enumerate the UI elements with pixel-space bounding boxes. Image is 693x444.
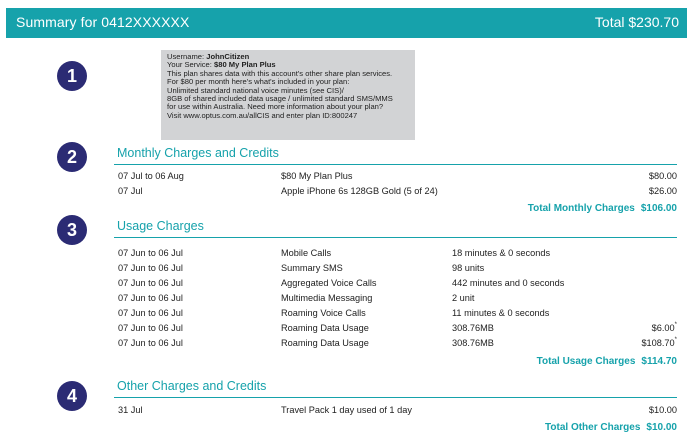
charge-quantity: 2 unit bbox=[452, 293, 475, 303]
monthly-total-label: Total Monthly Charges bbox=[527, 203, 635, 214]
table-row bbox=[118, 278, 677, 292]
table-row bbox=[118, 248, 677, 262]
charge-description: Mobile Calls bbox=[281, 248, 332, 258]
table-row bbox=[118, 293, 677, 307]
other-total bbox=[545, 422, 677, 433]
summary-header bbox=[6, 8, 687, 38]
charge-amount: $10.00 bbox=[648, 405, 677, 415]
charge-amount: $26.00 bbox=[648, 186, 677, 196]
footnote-mark: * bbox=[674, 337, 677, 343]
table-row bbox=[118, 186, 677, 200]
table-row bbox=[118, 263, 677, 277]
other-section-title: Other Charges and Credits bbox=[117, 379, 267, 393]
plan-info-line: Unlimited standard national voice minutes (see CIS)/ bbox=[167, 85, 344, 95]
charge-quantity: 308.76MB bbox=[452, 338, 494, 348]
step-badge-1: 1 bbox=[57, 61, 87, 91]
monthly-total bbox=[528, 203, 677, 214]
charge-description: Apple iPhone 6s 128GB Gold (5 of 24) bbox=[281, 186, 438, 196]
usage-total bbox=[537, 356, 677, 367]
charge-amount-value: $108.70 bbox=[641, 338, 675, 348]
summary-title: Summary for 0412XXXXXX bbox=[16, 14, 190, 30]
charge-description: Travel Pack 1 day used of 1 day bbox=[281, 405, 412, 415]
charge-date: 07 Jun to 06 Jul bbox=[118, 338, 183, 348]
charge-date: 07 Jul bbox=[118, 186, 143, 196]
step-badge-2: 2 bbox=[57, 142, 87, 172]
table-row bbox=[118, 308, 677, 322]
charge-amount bbox=[652, 323, 677, 333]
usage-divider bbox=[114, 237, 677, 238]
charge-date: 07 Jun to 06 Jul bbox=[118, 308, 183, 318]
charge-description: Aggregated Voice Calls bbox=[281, 278, 377, 288]
plan-info-line: For $80 per month here's what's included in your plan: bbox=[167, 77, 350, 87]
other-total-label: Total Other Charges bbox=[545, 422, 641, 433]
charge-quantity: 18 minutes & 0 seconds bbox=[452, 248, 551, 258]
plan-info-box bbox=[161, 50, 415, 140]
summary-total: Total $230.70 bbox=[594, 14, 679, 30]
monthly-section-title: Monthly Charges and Credits bbox=[117, 146, 279, 160]
service-label: Your Service: bbox=[167, 60, 212, 70]
step-badge-3: 3 bbox=[57, 215, 87, 245]
service-value: $80 My Plan Plus bbox=[214, 60, 276, 70]
charge-date: 07 Jun to 06 Jul bbox=[118, 323, 183, 333]
plan-info-line: 8GB of shared included data usage / unlimited standard SMS/MMS bbox=[167, 94, 393, 104]
monthly-divider bbox=[114, 164, 677, 165]
usage-section-title: Usage Charges bbox=[117, 219, 204, 233]
step-badge-4: 4 bbox=[57, 381, 87, 411]
charge-amount: $80.00 bbox=[648, 171, 677, 181]
charge-date: 07 Jul to 06 Aug bbox=[118, 171, 184, 181]
monthly-total-value: $106.00 bbox=[640, 203, 677, 214]
charge-quantity: 442 minutes and 0 seconds bbox=[452, 278, 565, 288]
footnote-mark: * bbox=[674, 322, 677, 328]
username-label: Username: bbox=[167, 52, 205, 61]
charge-date: 07 Jun to 06 Jul bbox=[118, 293, 183, 303]
usage-total-label: Total Usage Charges bbox=[536, 356, 636, 367]
charge-description: Roaming Data Usage bbox=[281, 323, 369, 333]
charge-quantity: 98 units bbox=[452, 263, 485, 273]
charge-description: Multimedia Messaging bbox=[281, 293, 373, 303]
plan-info-line: Visit www.optus.com.au/allCIS and enter plan ID:800247 bbox=[167, 110, 358, 120]
charge-date: 07 Jun to 06 Jul bbox=[118, 248, 183, 258]
table-row bbox=[118, 171, 677, 185]
charge-quantity: 11 minutes & 0 seconds bbox=[452, 308, 550, 318]
charge-description: $80 My Plan Plus bbox=[281, 171, 353, 181]
charge-quantity: 308.76MB bbox=[452, 323, 494, 333]
charge-date: 07 Jun to 06 Jul bbox=[118, 278, 183, 288]
usage-total-value: $114.70 bbox=[641, 356, 677, 367]
plan-info-line: for use within Australia. Need more information about your plan? bbox=[167, 102, 384, 112]
plan-info-line: This plan shares data with this account's other share plan services. bbox=[167, 68, 393, 78]
charge-description: Roaming Voice Calls bbox=[281, 308, 366, 318]
charge-description: Summary SMS bbox=[281, 263, 343, 273]
table-row bbox=[118, 323, 677, 337]
other-total-value: $10.00 bbox=[646, 422, 677, 433]
charge-amount-value: $6.00 bbox=[651, 323, 675, 333]
other-divider bbox=[114, 397, 677, 398]
charge-description: Roaming Data Usage bbox=[281, 338, 369, 348]
username-value: JohnCitizen bbox=[206, 52, 250, 61]
charge-date: 07 Jun to 06 Jul bbox=[118, 263, 183, 273]
charge-amount bbox=[641, 338, 677, 348]
charge-date: 31 Jul bbox=[118, 405, 143, 415]
table-row bbox=[118, 338, 677, 352]
table-row bbox=[118, 405, 677, 419]
